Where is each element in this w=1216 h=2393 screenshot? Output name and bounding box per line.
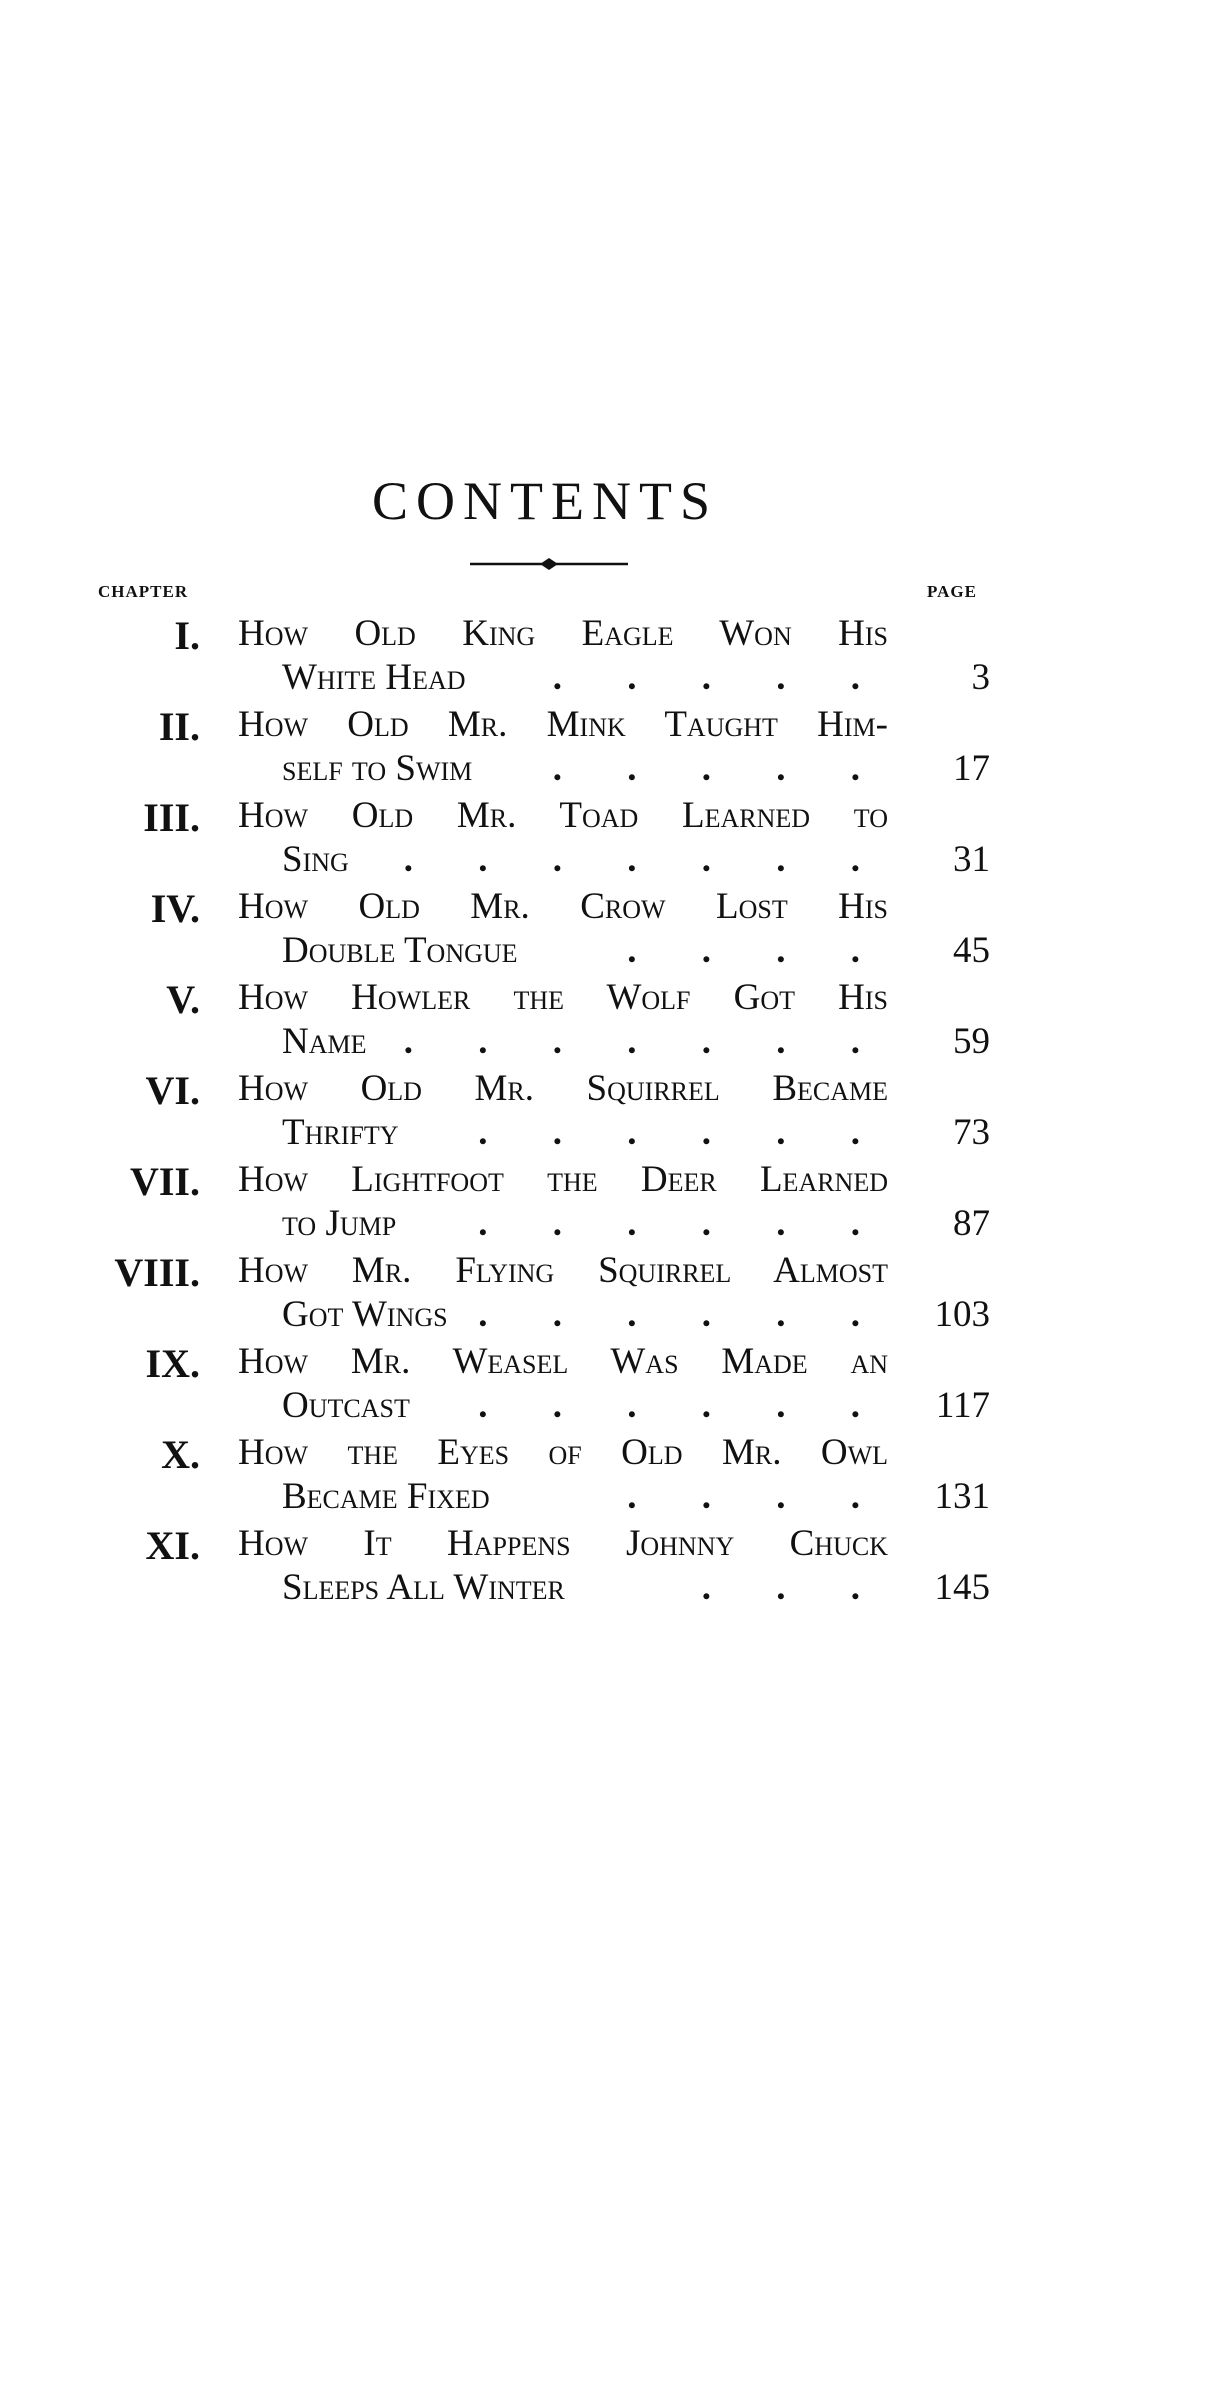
toc-entry-5[interactable] xyxy=(0,976,1216,1067)
page-number: 117 xyxy=(935,1385,990,1426)
chapter-title-continuation: Double Tongue xyxy=(282,930,518,971)
chapter-title-continuation: to Jump xyxy=(282,1203,397,1244)
chapter-title-line-2 xyxy=(282,1202,888,1245)
chapter-title-line-2 xyxy=(282,1020,888,1063)
chapter-column-label: CHAPTER xyxy=(98,582,189,601)
page-number: 103 xyxy=(934,1294,990,1335)
chapter-title-continuation: Became Fixed xyxy=(282,1476,490,1517)
dot-leader: . . . . xyxy=(627,1476,888,1517)
chapter-number: X. xyxy=(161,1432,200,1477)
chapter-title-continuation: Sleeps All Winter xyxy=(282,1567,565,1608)
page-number: 45 xyxy=(953,930,990,971)
chapter-number: VIII. xyxy=(114,1250,200,1295)
table-of-contents xyxy=(0,612,1216,1613)
chapter-number: III. xyxy=(143,795,200,840)
chapter-title-line-1: How Old Mr. Crow Lost His xyxy=(238,886,888,927)
chapter-title-line-1: How Howler the Wolf Got His xyxy=(238,977,888,1018)
toc-entry-8[interactable] xyxy=(0,1249,1216,1340)
dot-leader: . . . xyxy=(701,1567,888,1608)
toc-entry-11[interactable] xyxy=(0,1522,1216,1613)
chapter-title-line-2 xyxy=(282,1111,888,1154)
chapter-title-line-2 xyxy=(282,656,888,699)
toc-entry-9[interactable] xyxy=(0,1340,1216,1431)
toc-entry-1[interactable] xyxy=(0,612,1216,703)
chapter-title-line-2 xyxy=(282,1293,888,1336)
toc-entry-4[interactable] xyxy=(0,885,1216,976)
chapter-number: II. xyxy=(158,704,200,749)
chapter-title-line-2 xyxy=(282,1475,888,1518)
chapter-number: XI. xyxy=(145,1523,200,1568)
chapter-title-line-1: How Old Mr. Squirrel Became xyxy=(238,1068,888,1109)
chapter-title-continuation: White Head xyxy=(282,657,466,698)
page-number: 131 xyxy=(934,1476,990,1517)
page-number: 3 xyxy=(971,657,990,698)
toc-entry-6[interactable] xyxy=(0,1067,1216,1158)
chapter-title-line-2 xyxy=(282,1566,888,1609)
chapter-title-line-2 xyxy=(282,929,888,972)
toc-entry-2[interactable] xyxy=(0,703,1216,794)
chapter-title-continuation: self to Swim xyxy=(282,748,473,789)
page-title: CONTENTS xyxy=(372,471,718,531)
chapter-title-line-2 xyxy=(282,747,888,790)
chapter-title-line-1: How It Happens Johnny Chuck xyxy=(238,1523,888,1564)
chapter-title-continuation: Name xyxy=(282,1021,367,1062)
chapter-number: VII. xyxy=(129,1159,200,1204)
toc-entry-7[interactable] xyxy=(0,1158,1216,1249)
page-column-label: PAGE xyxy=(927,582,977,601)
chapter-number: IV. xyxy=(150,886,200,931)
chapter-number: V. xyxy=(166,977,200,1022)
ornament-divider xyxy=(468,556,630,572)
page-number: 59 xyxy=(953,1021,990,1062)
toc-entry-10[interactable] xyxy=(0,1431,1216,1522)
chapter-title-line-2 xyxy=(282,1384,888,1427)
chapter-title-continuation: Outcast xyxy=(282,1385,410,1426)
page-number: 145 xyxy=(934,1567,990,1608)
chapter-number: VI. xyxy=(145,1068,200,1113)
chapter-title-line-2 xyxy=(282,838,888,881)
chapter-title-continuation: Thrifty xyxy=(282,1112,399,1153)
dot-leader: . . . . . xyxy=(552,748,888,789)
dot-leader: . . . . . . xyxy=(478,1203,888,1244)
dot-leader: . . . . . xyxy=(552,657,888,698)
chapter-title-continuation: Sing xyxy=(282,839,349,880)
chapter-title-line-1: How the Eyes of Old Mr. Owl xyxy=(238,1432,888,1473)
page-number: 73 xyxy=(953,1112,990,1153)
dot-leader: . . . . . . . xyxy=(403,1021,888,1062)
chapter-title-continuation: Got Wings xyxy=(282,1294,448,1335)
page-number: 87 xyxy=(953,1203,990,1244)
chapter-number: IX. xyxy=(145,1341,200,1386)
page-number: 17 xyxy=(953,748,990,789)
chapter-title-line-1: How Old Mr. Toad Learned to xyxy=(238,795,888,836)
page-number: 31 xyxy=(953,839,990,880)
dot-leader: . . . . . . . xyxy=(403,839,888,880)
chapter-title-line-1: How Old King Eagle Won His xyxy=(238,613,888,654)
dot-leader: . . . . . . xyxy=(478,1112,888,1153)
chapter-title-line-1: How Lightfoot the Deer Learned xyxy=(238,1159,888,1200)
chapter-title-line-1: How Old Mr. Mink Taught Him- xyxy=(238,704,888,745)
dot-leader: . . . . . . xyxy=(478,1294,888,1335)
dot-leader: . . . . . . xyxy=(478,1385,888,1426)
toc-entry-3[interactable] xyxy=(0,794,1216,885)
chapter-title-line-1: How Mr. Flying Squirrel Almost xyxy=(238,1250,888,1291)
chapter-title-line-1: How Mr. Weasel Was Made an xyxy=(238,1341,888,1382)
chapter-number: I. xyxy=(174,613,200,658)
dot-leader: . . . . xyxy=(627,930,888,971)
